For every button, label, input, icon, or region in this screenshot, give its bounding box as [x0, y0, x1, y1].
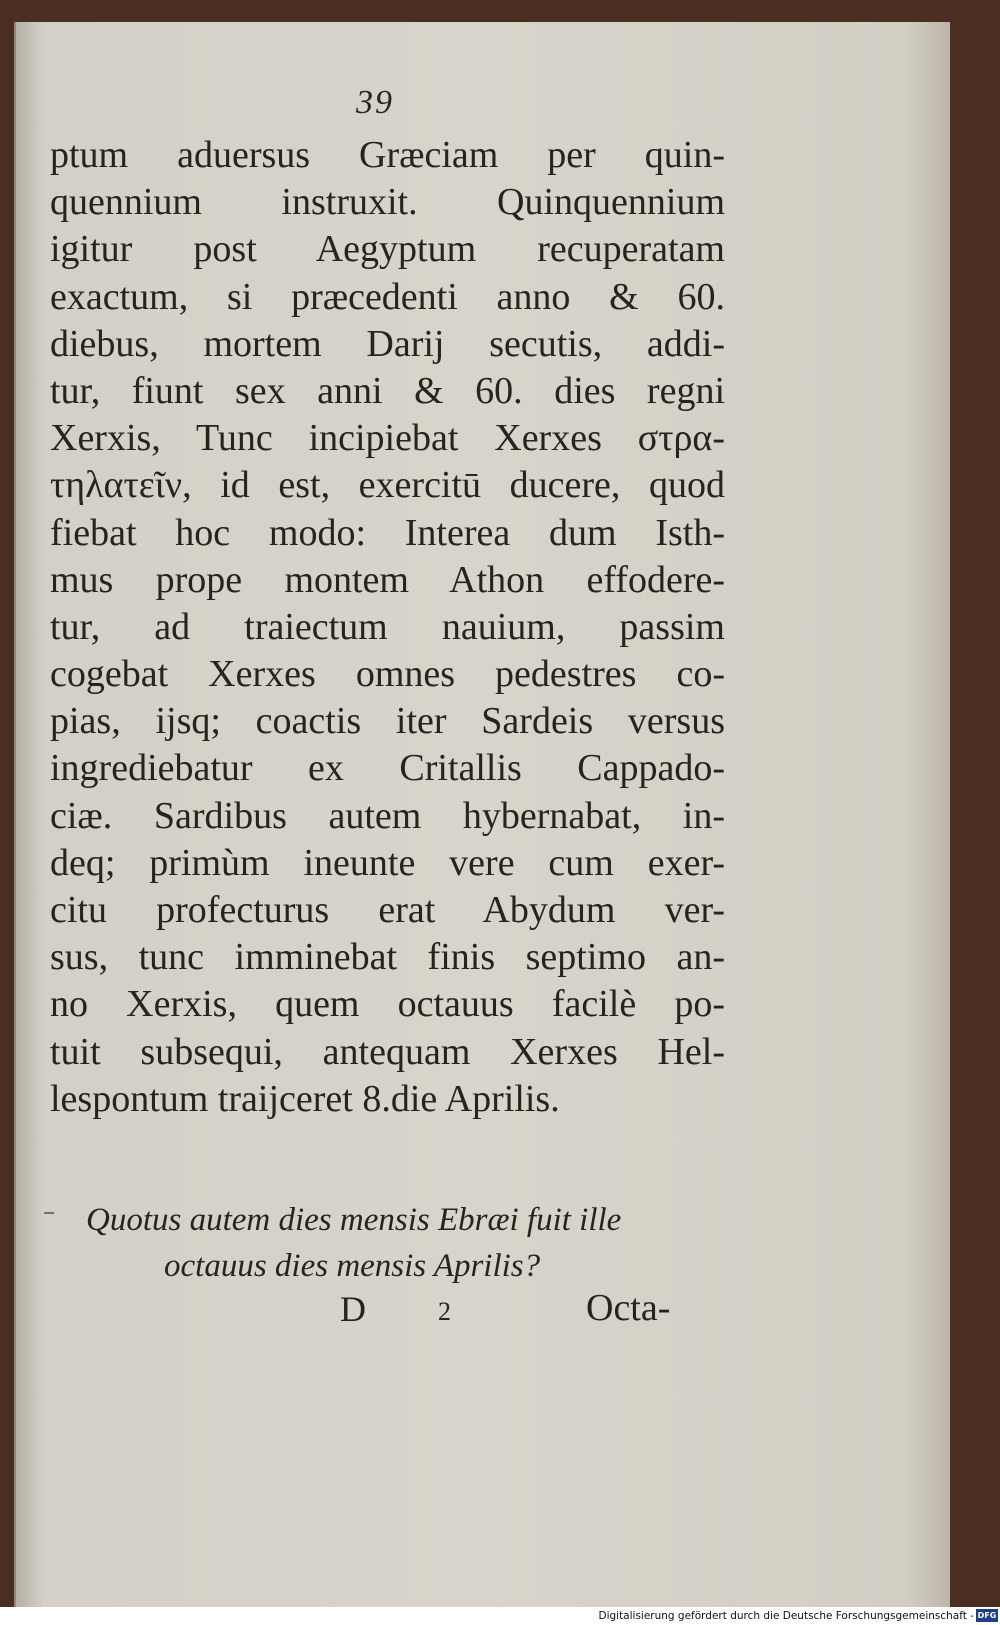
page-number: 39	[356, 84, 394, 121]
signature-mark: D	[340, 1289, 366, 1329]
text-line: pias, ijsq; coactis iter Sardeis versus	[50, 700, 725, 743]
text-line: exactum, si præcedenti anno & 60.	[50, 275, 725, 318]
text-line: quennium instruxit. Quinquennium	[50, 181, 725, 224]
footer-credit: Digitalisierung gefördert durch die Deutsche Forschungsgemeinschaft -	[598, 1610, 974, 1622]
text-line: diebus, mortem Darij secutis, addi-	[50, 322, 725, 365]
text-line: ciæ. Sardibus autem hybernabat, in-	[50, 794, 725, 837]
text-line: cogebat Xerxes omnes pedestres co-	[50, 653, 725, 696]
question-line: Quotus autem dies mensis Ebræi fuit ille	[86, 1202, 622, 1238]
text-line: igitur post Aegyptum recuperatam	[50, 228, 725, 271]
text-line: Xerxis, Tunc incipiebat Xerxes στρα-	[50, 417, 725, 460]
page-paper	[14, 22, 950, 1607]
text-line: no Xerxis, quem octauus facilè po-	[50, 983, 725, 1026]
signature-number: 2	[438, 1297, 451, 1326]
catchword: Octa-	[586, 1287, 671, 1329]
text-line: citu profecturus erat Abydum ver-	[50, 889, 725, 931]
text-line: deq; primùm ineunte vere cum exer-	[50, 841, 725, 884]
question-line: octauus dies mensis Aprilis?	[164, 1248, 541, 1284]
text-line: ingrediebatur ex Critallis Cappado-	[50, 747, 725, 790]
margin-dash	[44, 1212, 54, 1214]
text-line: sus, tunc imminebat finis septimo an-	[50, 936, 725, 979]
digitization-footer	[0, 1607, 1000, 1625]
text-line: fiebat hoc modo: Interea dum Isth-	[50, 511, 725, 554]
text-line: tur, ad traiectum nauium, passim	[50, 605, 725, 648]
text-line: tur, fiunt sex anni & 60. dies regni	[50, 369, 725, 412]
text-line: lespontum traijceret 8.die Aprilis.	[50, 1077, 560, 1120]
body-text	[50, 132, 725, 1123]
text-line: ptum aduersus Græciam per quin-	[50, 134, 725, 176]
dfg-logo: DFG	[977, 1611, 997, 1620]
text-line: τηλατεῖν, id est, exercitū ducere, quod	[50, 464, 725, 507]
italic-question	[86, 1197, 706, 1289]
text-line: tuit subsequi, antequam Xerxes Hel-	[50, 1030, 725, 1073]
text-line: mus prope montem Athon effodere-	[50, 558, 725, 601]
